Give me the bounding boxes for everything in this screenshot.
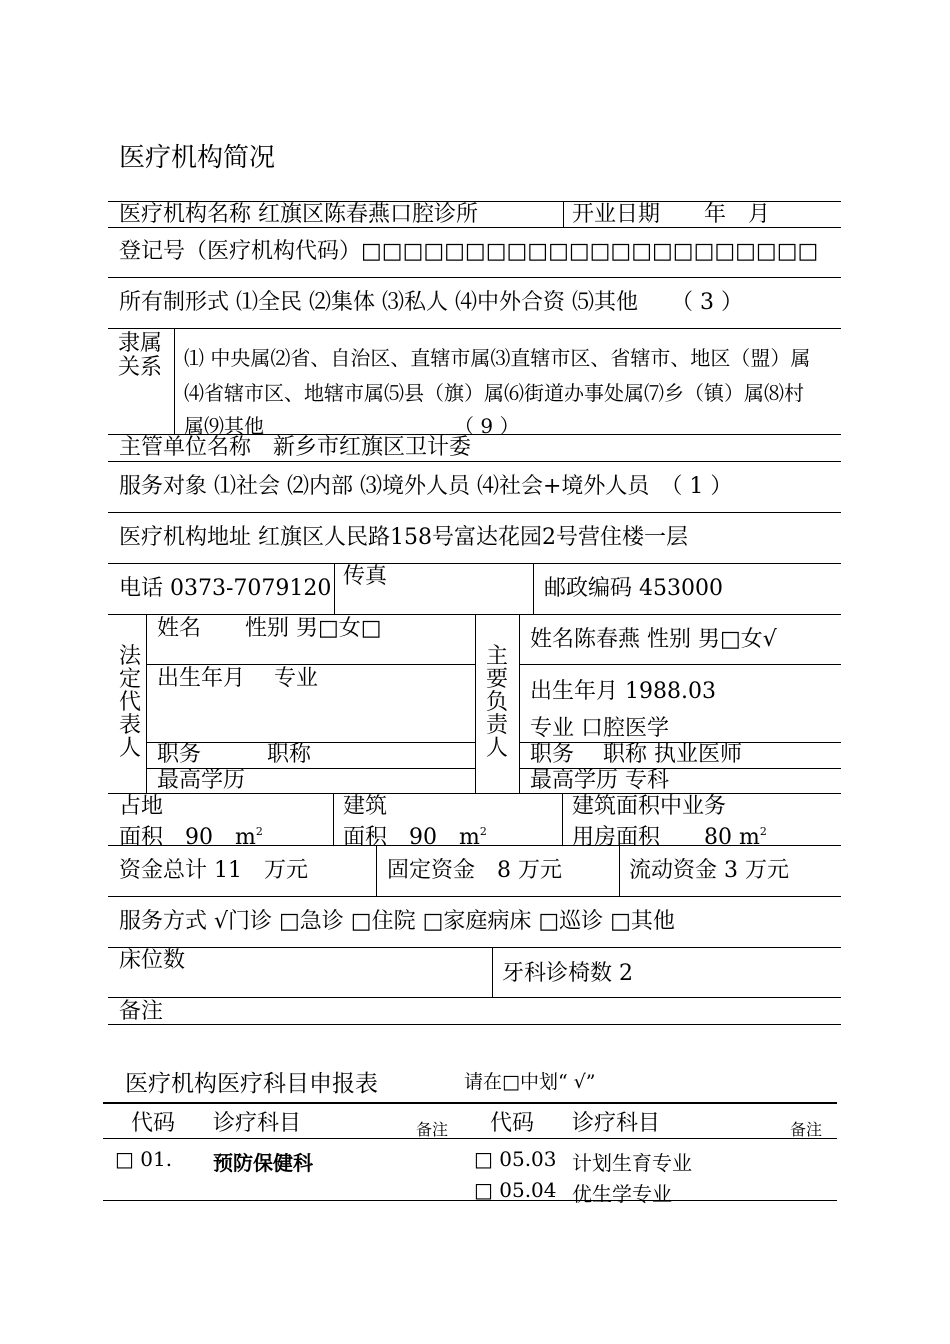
cell-divider: [333, 793, 334, 845]
form-rule: [108, 512, 841, 513]
building-area-value: 面积 90 $m^2$: [343, 825, 487, 850]
cell-divider: [563, 201, 564, 227]
subject-code-checkbox[interactable]: □ 05.04: [474, 1178, 557, 1202]
legal-rep-post-title: 职务 职称: [157, 742, 312, 767]
form-rule: [108, 328, 841, 329]
land-area-value: 面积 90 $m^2$: [119, 825, 263, 850]
supervisor-field: 主管单位名称 新乡市红旗区卫计委: [119, 435, 472, 460]
subject-code-checkbox[interactable]: □ 01.: [115, 1147, 173, 1171]
principal-label: 主要负责人: [485, 644, 508, 761]
business-area-value: 用房面积 80 $m^2$: [572, 825, 767, 850]
principal-post-title: 职务 职称 执业医师: [530, 742, 742, 767]
header-remark: 备注: [416, 1120, 449, 1139]
phone-field: 电话 0373-7079120: [119, 576, 332, 601]
postcode-field: 邮政编码 453000: [544, 576, 723, 601]
legal-rep-education: 最高学历: [157, 768, 246, 793]
form-rule: [146, 664, 475, 665]
subject-name: 预防保健科: [213, 1151, 313, 1175]
square-superscript: 2: [479, 825, 487, 838]
registration-number-field: 登记号（医疗机构代码）□□□□□□□□□□□□□□□□□□□□□□: [119, 239, 819, 264]
ownership-field: 所有制形式 ⑴全民 ⑵集体 ⑶私人 ⑷中外合资 ⑸其他 （ 3 ）: [119, 290, 743, 315]
affiliation-line-2: ⑷省辖市区、地辖市属⑸县（旗）属⑹街道办事处属⑺乡（镇）属⑻村: [184, 381, 804, 405]
subject-name: 计划生育专业: [572, 1151, 692, 1175]
table-rule: [103, 1102, 837, 1104]
cell-divider: [334, 563, 335, 614]
form-rule: [108, 227, 841, 228]
cell-divider: [519, 614, 520, 793]
form-rule: [108, 947, 841, 948]
address-field: 医疗机构地址 红旗区人民路158号富达花园2号营住楼一层: [119, 525, 688, 550]
fax-field: 传真: [343, 564, 388, 589]
remarks-field: 备注: [119, 999, 164, 1024]
open-date-field: 开业日期 年 月: [572, 202, 771, 227]
total-funds-field: 资金总计 11 万元: [119, 858, 308, 883]
header-remark-2: 备注: [790, 1120, 823, 1139]
form-rule: [108, 896, 841, 897]
cell-divider: [562, 793, 563, 845]
form-rule: [108, 793, 841, 794]
cell-divider: [619, 845, 620, 896]
subject-code-checkbox[interactable]: □ 05.03: [474, 1147, 557, 1171]
header-subject: 诊疗科目: [213, 1111, 302, 1136]
building-area-label: 建筑: [343, 794, 388, 819]
principal-major: 专业 口腔医学: [530, 716, 669, 741]
subject-name: 优生学专业: [572, 1182, 672, 1206]
affiliation-label: 隶属关系: [118, 331, 163, 380]
header-subject-2: 诊疗科目: [572, 1111, 661, 1136]
table-rule: [103, 1138, 837, 1139]
cell-divider: [475, 614, 476, 793]
legal-rep-birth-major: 出生年月 专业: [157, 666, 318, 691]
cell-divider: [376, 845, 377, 896]
form-rule: [108, 997, 841, 998]
form-rule: [108, 277, 841, 278]
land-area-label: 占地: [119, 794, 164, 819]
subject-table-title: 医疗机构医疗科目申报表: [125, 1071, 378, 1097]
subject-table-hint: 请在□中划“ √”: [464, 1071, 596, 1093]
table-rule: [103, 1200, 837, 1201]
cell-divider: [492, 947, 493, 997]
legal-rep-name-gender: 姓名 性别 男□女□: [157, 616, 382, 641]
dental-chairs-field: 牙科诊椅数 2: [502, 961, 633, 986]
service-target-field: 服务对象 ⑴社会 ⑵内部 ⑶境外人员 ⑷社会+境外人员 （ 1 ）: [119, 474, 733, 499]
affiliation-line-1: ⑴ 中央属⑵省、自治区、直辖市属⑶直辖市区、省辖市、地区（盟）属: [184, 346, 811, 370]
affiliation-line-3: 属⑼其他 （ 9 ）: [184, 414, 520, 438]
form-rule: [108, 461, 841, 462]
current-funds-field: 流动资金 3 万元: [629, 858, 789, 883]
principal-birth: 出生年月 1988.03: [530, 679, 716, 704]
header-code-2: 代码: [490, 1111, 535, 1136]
page-title: 医疗机构简况: [119, 143, 276, 173]
form-rule: [519, 664, 841, 665]
org-name-field: 医疗机构名称 红旗区陈春燕口腔诊所: [119, 202, 478, 227]
form-rule: [108, 1024, 841, 1025]
business-area-label: 建筑面积中业务: [572, 794, 727, 819]
form-rule: [108, 563, 841, 564]
beds-field: 床位数: [119, 948, 186, 973]
fixed-funds-field: 固定资金 8 万元: [387, 858, 562, 883]
header-code: 代码: [131, 1111, 176, 1136]
legal-rep-label: 法定代表人: [118, 644, 141, 761]
cell-divider: [146, 614, 147, 793]
service-mode-field: 服务方式 √门诊 □急诊 □住院 □家庭病床 □巡诊 □其他: [119, 909, 675, 934]
square-superscript: 2: [759, 825, 767, 838]
cell-divider: [174, 328, 175, 434]
principal-name-gender: 姓名陈春燕 性别 男□女√: [530, 627, 777, 652]
principal-education: 最高学历 专科: [530, 768, 669, 793]
square-superscript: 2: [255, 825, 263, 838]
cell-divider: [533, 563, 534, 614]
